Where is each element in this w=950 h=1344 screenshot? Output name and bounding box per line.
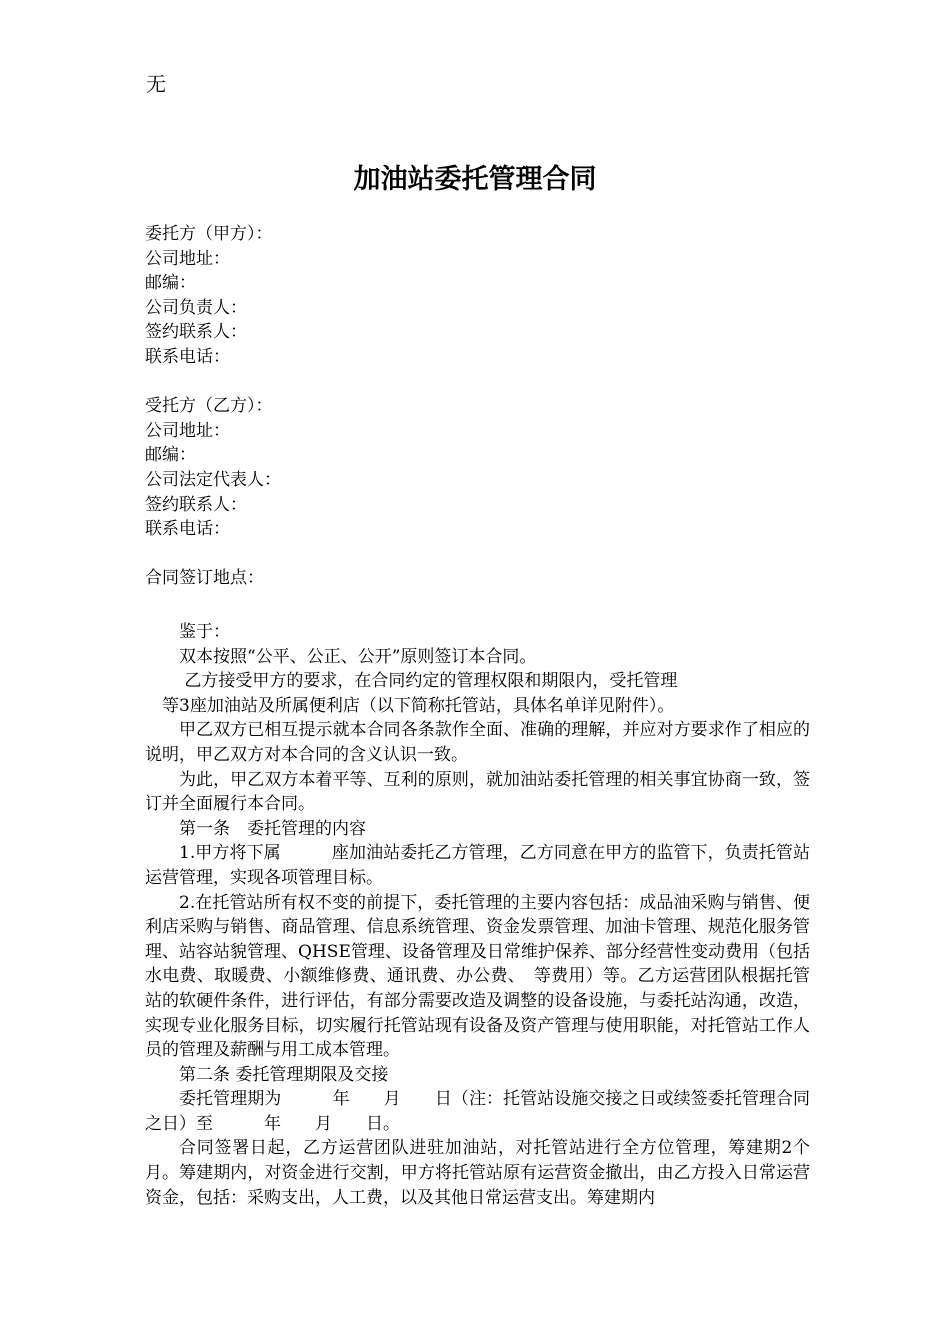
party-a-label: 委托方（甲方）： — [145, 224, 273, 244]
article-1-clause-1: 1.甲方将下属 座加油站委托乙方管理，乙方同意在甲方的监管下，负责托管站运营管理，实现各项管理目标。 — [145, 843, 810, 888]
header-mark: 无 — [146, 72, 166, 96]
party-b-postcode: 邮编： — [145, 445, 196, 466]
article-1-clause-2: 2.在托管站所有权不变的前提下，委托管理的主要内容包括：成品油采购与销售、便利店采购与销售、商品管理、信息系统管理、资金发票管理、加油卡管理、规范化服务管理、站容站貌管理、QHSE管理、设备管理及日常维护保养、部分经营性变动费用（包括水电费、取暖费、小额维修费、通讯费、办公费、 等费用）等。乙方运营团队根据托管站的软硬件条件，进行评估，有部分需要改造及调整的设备设施，与委托站沟通，改造，实现专业化服务目标，切实履行托管站现有设备及资产管理与使用职能，对托管站工作人员的管理及薪酬与用工成本管理。 — [145, 892, 810, 1061]
party-a-phone: 联系电话： — [145, 346, 230, 367]
parties-block — [145, 222, 825, 591]
party-b-legal-rep: 公司法定代表人： — [145, 469, 281, 490]
whereas-heading: 鉴于： — [179, 622, 230, 642]
party-a-contact: 签约联系人： — [145, 322, 247, 343]
party-b-contact: 签约联系人： — [145, 494, 247, 515]
party-b-address: 公司地址： — [145, 420, 230, 441]
party-a-manager: 公司负责人： — [145, 297, 247, 318]
paragraph-agreement: 为此，甲乙双方本着平等、互利的原则，就加油站委托管理的相关事宜协商一致，签订并全面履行本合同。 — [145, 769, 810, 815]
article-2-title: 第二条 委托管理期限及交接 — [179, 1064, 389, 1085]
party-b-label: 受托方（乙方）： — [145, 396, 273, 417]
article-2-clause-2: 合同签署日起，乙方运营团队进驻加油站，对托管站进行全方位管理，筹建期2个月。筹建期内，对资金进行交割，甲方将托管站原有运营资金撤出，由乙方投入日常运营资金，包括：采购支出，人工费，以及其他日常运营支出。筹建期内 — [145, 1138, 810, 1208]
spacer — [145, 370, 825, 395]
contract-body — [145, 620, 810, 1210]
spacer — [145, 542, 825, 567]
party-b-phone: 联系电话： — [145, 519, 230, 540]
paragraph-acceptance-line1: 乙方接受甲方的要求，在合同约定的管理权限和期限内，受托管理 — [179, 671, 678, 692]
signing-place: 合同签订地点： — [145, 568, 264, 589]
article-1-title: 第一条 委托管理的内容 — [179, 818, 366, 839]
paragraph-principle: 双本按照“公平、公正、公开”原则签订本合同。 — [179, 646, 537, 667]
article-2-clause-1: 委托管理期为 年 月 日（注：托管站设施交接之日或续签委托管理合同之日）至 年 月 日。 — [145, 1089, 810, 1134]
contract-title: 加油站委托管理合同 — [353, 164, 597, 195]
party-a-postcode: 邮编： — [145, 273, 196, 294]
paragraph-acceptance-line2: 等3座加油站及所属便利店（以下简称托管站，具体名单详见附件）。 — [162, 695, 675, 716]
party-a-address: 公司地址： — [145, 248, 230, 269]
paragraph-understanding: 甲乙双方已相互提示就本合同各条款作全面、准确的理解，并应对方要求作了相应的说明，甲乙双方对本合同的含义认识一致。 — [145, 720, 810, 765]
